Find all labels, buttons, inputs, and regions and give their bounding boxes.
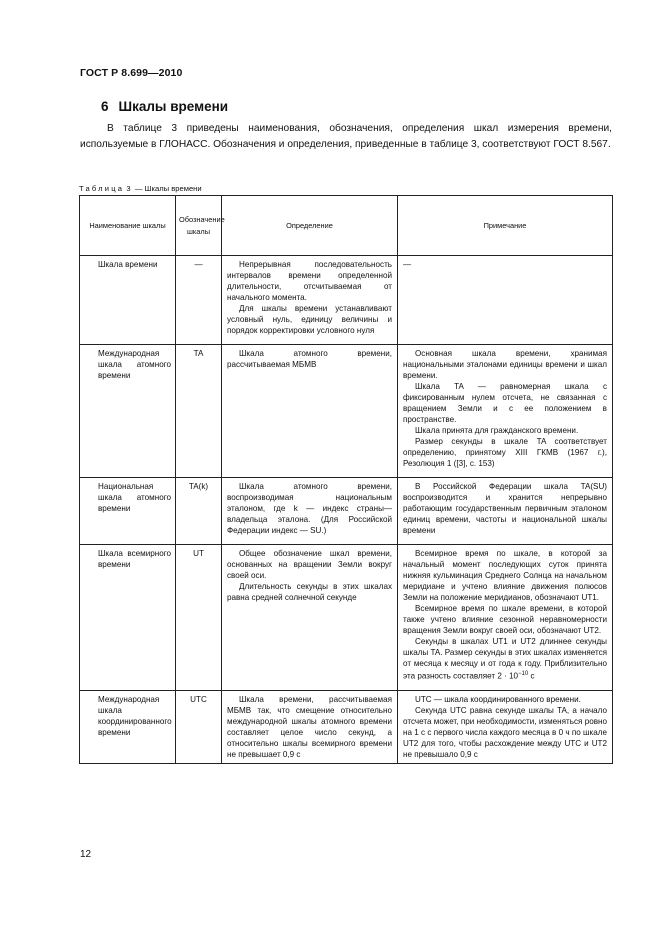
note-exponent: −10	[518, 671, 529, 677]
scale-name-text: Шкала всемирного времени	[98, 549, 171, 569]
scale-abbr: —	[176, 256, 222, 345]
scale-definition	[222, 690, 398, 763]
table-caption	[79, 184, 202, 193]
scale-name-text: Шкала времени	[98, 260, 158, 269]
scale-name	[80, 478, 176, 545]
definition-paragraph: Длительность секунды в этих шкалах равна средней солнечной секунде	[227, 582, 392, 602]
table-row	[80, 256, 613, 345]
column-header-name: Наименование шкалы	[80, 196, 176, 256]
table-caption-label: Таблица	[79, 184, 125, 193]
table-header-row	[80, 196, 613, 256]
section-heading	[101, 99, 228, 114]
scale-name	[80, 345, 176, 478]
table-row	[80, 478, 613, 545]
table-row	[80, 690, 613, 763]
table-caption-text: — Шкалы времени	[134, 184, 202, 193]
column-header-notes: Примечание	[398, 196, 613, 256]
page-number: 12	[80, 849, 92, 860]
scale-name-text: Международная шкала координированного времени	[98, 694, 172, 737]
table-caption-number: 3	[126, 184, 133, 193]
definition-paragraph: Шкала атомного времени, рассчитываемая МБМВ	[227, 349, 392, 369]
table-row	[80, 545, 613, 691]
intro-paragraph: В таблице 3 приведены наименования, обозначения, определения шкал измерения времени, используемые в ГЛОНАСС. Обозначения и определения, приведенные в таблице 3, соответствуют ГОСТ 8.567.	[80, 123, 612, 150]
note-paragraph: UTC — шкала координированного времени.	[415, 694, 581, 704]
scale-abbr: TA(k)	[176, 478, 222, 545]
scale-abbr: UTC	[176, 690, 222, 763]
scale-note	[398, 545, 613, 691]
scale-definition	[222, 478, 398, 545]
scale-abbr: TA	[176, 345, 222, 478]
table-row	[80, 345, 613, 478]
scale-note	[398, 345, 613, 478]
definition-paragraph: Шкала атомного времени, воспроизводимая национальным эталоном, где k — индекс страны—владельца эталона. (Для Российской Федерации индекс — SU.)	[227, 482, 392, 535]
note-paragraph: В Российской Федерации шкала TA(SU) воспроизводится и хранится непрерывно работающим государственным первичным эталоном единиц времени, частоты и национальной шкалы времени	[403, 482, 607, 535]
scale-name	[80, 256, 176, 345]
note-paragraph: Всемирное время по шкале, в которой за начальный момент последующих суток принята нижняя кульминация Среднего Солнца на начальном меридиане и учтено влияние движения полюсов Земли на положение меридианов, обозначают UT1.	[403, 549, 607, 602]
scale-name-text: Международная шкала атомного времени	[98, 349, 171, 380]
note-unit: с	[528, 671, 535, 681]
section-number: 6	[101, 99, 109, 114]
note-paragraph: Секунда UTC равна секунде шкалы TA, а начало отсчета может, при необходимости, изменяться ровно на 1 с с первого числа каждого месяца в 0 ч по шкале UT2 для того, чтобы расхождение между UTC и UT2 не превышало 0,9 с	[403, 705, 607, 759]
definition-paragraph: Общее обозначение шкал времени, основанных на вращении Земли вокруг своей оси.	[227, 549, 392, 580]
scale-definition	[222, 256, 398, 345]
section-title: Шкалы времени	[118, 99, 229, 114]
definition-paragraph: Для шкалы времени устанавливают условный нуль, единицу величины и порядок корректировки условного нуля	[227, 304, 392, 335]
definition-paragraph: Непрерывная последовательность интервалов времени определенной длительности, отсчитываемая от начального момента.	[227, 260, 392, 302]
scale-name	[80, 545, 176, 691]
note-paragraph: —	[403, 260, 412, 269]
standard-header: ГОСТ Р 8.699—2010	[80, 67, 183, 79]
definition-paragraph: Шкала времени, рассчитываемая МБМВ так, что смещение относительно международной шкалы атомного времени составляет целое число секунд, а относительно шкалы всемирного времени не превышает 0,9 с	[227, 694, 392, 759]
scale-note	[398, 690, 613, 763]
note-text: Секунды в шкалах UT1 и UT2 длиннее секунды шкалы TA. Размер секунды в этих шкалах изменяется от месяца к месяцу и от года к году. Приблизительно эта разность составляет 2 · 10	[403, 637, 607, 681]
scale-note	[398, 256, 613, 345]
column-header-abbr: Обозначение шкалы	[176, 196, 222, 256]
note-paragraph	[403, 636, 607, 682]
scale-note	[398, 478, 613, 545]
column-header-definition: Определение	[222, 196, 398, 256]
note-paragraph: Шкала принята для гражданского времени.	[415, 426, 579, 435]
scale-definition	[222, 345, 398, 478]
scale-name-text: Национальная шкала атомного времени	[98, 482, 171, 513]
time-scales-table	[79, 195, 613, 764]
scale-definition	[222, 545, 398, 691]
note-paragraph: Размер секунды в шкале TA соответствует определению, принятому XIII ГКМВ (1967 г.), Резолюция 1 ([3], с. 153)	[403, 437, 607, 468]
note-paragraph: Всемирное время по шкале времени, в которой также учтено влияние сезонной неравномерности вращения Земли вокруг своей оси, обозначают UT2.	[403, 604, 607, 635]
note-paragraph: Шкала TA — равномерная шкала с фиксированным нулем отсчета, не связанная с вращением Земли и с ее положением в пространстве.	[403, 382, 607, 424]
note-paragraph: Основная шкала времени, хранимая национальными эталонами единицы времени и шкал времени.	[403, 349, 607, 380]
scale-abbr: UT	[176, 545, 222, 691]
scale-name	[80, 690, 176, 763]
